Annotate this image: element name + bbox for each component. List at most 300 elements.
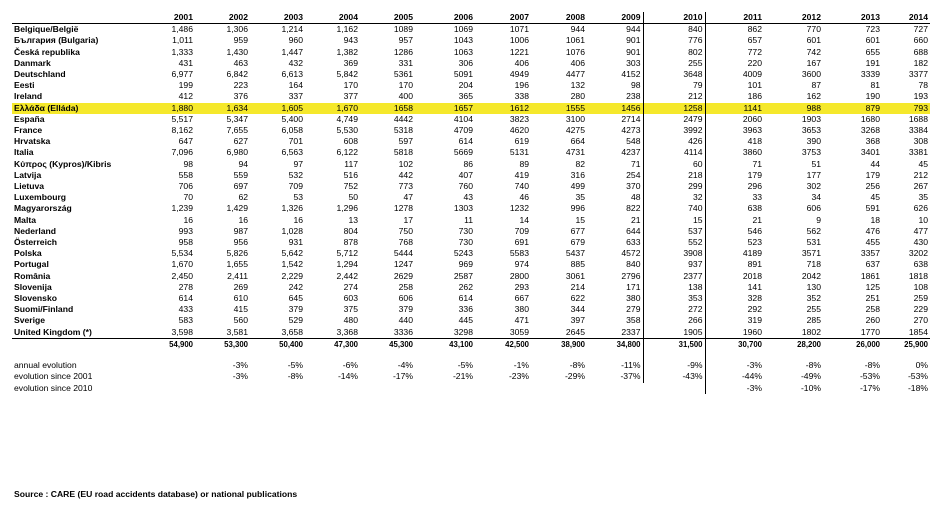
- value-cell: 1089: [393, 24, 413, 35]
- value-cell: 1,382: [336, 46, 358, 57]
- value-cell: 548: [587, 136, 643, 147]
- value-cell: 3381: [908, 147, 928, 158]
- value-cell: 1,333: [171, 46, 193, 57]
- value-cell: 6,613: [281, 69, 303, 80]
- table-row: [12, 226, 930, 237]
- value-cell: 179: [865, 169, 880, 180]
- value-cell: 292: [747, 304, 762, 315]
- table-row: [12, 136, 930, 147]
- value-cell: 4477: [565, 69, 585, 80]
- evolution-value: -18%: [907, 382, 928, 393]
- value-cell: 1,430: [226, 46, 248, 57]
- totals-label-cell: [12, 338, 140, 350]
- evolution-value: -3%: [232, 371, 248, 382]
- fatalities-table-sheet: [12, 12, 930, 394]
- value-cell: 701: [288, 136, 303, 147]
- value-cell: 1770: [823, 327, 882, 339]
- table-row: [12, 215, 930, 226]
- value-cell: 98: [183, 158, 193, 169]
- value-cell: 480: [343, 315, 358, 326]
- value-cell: 426: [643, 136, 705, 147]
- evolution-value: -9%: [643, 360, 705, 371]
- value-cell: 296: [747, 181, 762, 192]
- country-name: Slovensko: [14, 293, 57, 304]
- value-cell: 45: [918, 158, 928, 169]
- value-cell: 523: [747, 237, 762, 248]
- table-row: [12, 203, 930, 214]
- value-cell: 336: [458, 304, 473, 315]
- value-cell: 5091: [453, 69, 473, 80]
- evolution-value: -43%: [643, 371, 705, 382]
- value-cell: 419: [514, 169, 529, 180]
- table-row: [12, 327, 930, 339]
- value-cell: 499: [570, 181, 585, 192]
- value-cell: 688: [913, 46, 928, 57]
- evolution-value: -1%: [513, 360, 529, 371]
- evolution-row: [12, 371, 930, 382]
- value-cell: 191: [865, 57, 880, 68]
- value-cell: 440: [398, 315, 413, 326]
- value-cell: 4949: [509, 69, 529, 80]
- value-cell: 750: [398, 225, 413, 236]
- value-cell: 4104: [453, 113, 473, 124]
- value-cell: 164: [288, 80, 303, 91]
- value-cell: 406: [570, 57, 585, 68]
- table-row: [12, 91, 930, 102]
- value-cell: 2587: [453, 270, 473, 281]
- value-cell: 94: [238, 158, 248, 169]
- value-cell: 171: [587, 282, 643, 293]
- value-cell: 2479: [643, 114, 705, 125]
- value-cell: 1555: [531, 103, 587, 114]
- total-cell: 47,300: [334, 339, 358, 349]
- value-cell: 1258: [643, 103, 705, 114]
- value-cell: 879: [823, 103, 882, 114]
- value-cell: 3202: [908, 248, 928, 259]
- value-cell: 537: [643, 226, 705, 237]
- table-body: [12, 24, 930, 394]
- value-cell: 377: [343, 91, 358, 102]
- value-cell: 3,658: [250, 327, 305, 339]
- value-cell: 353: [643, 293, 705, 304]
- value-cell: 4620: [509, 125, 529, 136]
- value-cell: 5437: [565, 248, 585, 259]
- value-cell: 5,530: [336, 125, 358, 136]
- value-cell: 255: [643, 58, 705, 69]
- value-cell: 5243: [453, 248, 473, 259]
- value-cell: 601: [865, 35, 880, 46]
- value-cell: 1456: [587, 103, 643, 114]
- evolution-value: [305, 383, 360, 394]
- table-row: [12, 271, 930, 282]
- year-header-2012: 2012: [764, 12, 823, 24]
- total-cell: 34,800: [587, 338, 643, 350]
- evolution-value: -8%: [864, 360, 880, 371]
- value-cell: 368: [865, 136, 880, 147]
- value-cell: 1071: [509, 24, 529, 35]
- total-cell: 30,700: [738, 339, 762, 349]
- value-cell: 7,096: [171, 147, 193, 158]
- value-cell: 167: [806, 57, 821, 68]
- country-name: Česká republika: [14, 46, 80, 57]
- table-row: [12, 103, 930, 114]
- value-cell: 943: [343, 35, 358, 46]
- value-cell: 937: [643, 259, 705, 270]
- value-cell: 5444: [393, 248, 413, 259]
- value-cell: 442: [398, 169, 413, 180]
- value-cell: 125: [865, 281, 880, 292]
- value-cell: 959: [233, 35, 248, 46]
- value-cell: 267: [913, 181, 928, 192]
- value-cell: 4731: [565, 147, 585, 158]
- value-cell: 730: [458, 237, 473, 248]
- value-cell: 433: [178, 304, 193, 315]
- value-cell: 1043: [453, 35, 473, 46]
- country-name: Polska: [14, 248, 42, 259]
- value-cell: 691: [514, 237, 529, 248]
- value-cell: 559: [233, 169, 248, 180]
- value-cell: 337: [288, 91, 303, 102]
- country-name: France: [14, 125, 43, 136]
- value-cell: 840: [587, 259, 643, 270]
- evolution-value: -14%: [337, 371, 358, 382]
- country-name: Österreich: [14, 237, 57, 248]
- value-cell: 1854: [882, 327, 930, 339]
- value-cell: 179: [747, 169, 762, 180]
- value-cell: 793: [882, 103, 930, 114]
- value-cell: 742: [806, 46, 821, 57]
- value-cell: 944: [587, 24, 643, 36]
- table-row: [12, 35, 930, 46]
- value-cell: 969: [458, 259, 473, 270]
- value-cell: 1,542: [281, 259, 303, 270]
- value-cell: 996: [570, 203, 585, 214]
- country-name: Italia: [14, 147, 34, 158]
- country-name: Ελλάδα (Elláda): [12, 103, 140, 114]
- value-cell: 3992: [643, 125, 705, 136]
- value-cell: 223: [233, 80, 248, 91]
- total-cell: 28,200: [797, 339, 821, 349]
- value-cell: 5669: [453, 147, 473, 158]
- value-cell: 885: [570, 259, 585, 270]
- value-cell: 369: [343, 57, 358, 68]
- value-cell: 455: [865, 237, 880, 248]
- value-cell: 15: [643, 215, 705, 226]
- value-cell: 81: [870, 80, 880, 91]
- evolution-value: -5%: [457, 360, 473, 371]
- value-cell: 647: [178, 136, 193, 147]
- evolution-label: evolution since 2001: [14, 371, 93, 382]
- value-cell: 9: [816, 214, 821, 225]
- value-cell: 627: [233, 136, 248, 147]
- value-cell: 6,977: [171, 69, 193, 80]
- value-cell: 254: [587, 170, 643, 181]
- evolution-value: -8%: [569, 360, 585, 371]
- value-cell: 637: [865, 259, 880, 270]
- total-cell: 43,100: [449, 339, 473, 349]
- value-cell: 2,411: [227, 270, 248, 281]
- value-cell: 415: [233, 304, 248, 315]
- value-cell: 407: [458, 169, 473, 180]
- value-cell: 302: [806, 181, 821, 192]
- value-cell: 270: [913, 315, 928, 326]
- value-cell: 3357: [860, 248, 880, 259]
- value-cell: 16: [183, 214, 193, 225]
- value-cell: 1069: [453, 24, 473, 35]
- value-cell: 891: [747, 259, 762, 270]
- evolution-value: [587, 383, 643, 394]
- value-cell: 1,326: [281, 203, 303, 214]
- value-cell: 740: [643, 203, 705, 214]
- value-cell: 2377: [643, 271, 705, 282]
- totals-row: [12, 338, 930, 350]
- year-header-row: [12, 12, 930, 24]
- value-cell: 101: [747, 80, 762, 91]
- value-cell: 552: [643, 237, 705, 248]
- total-cell: 54,900: [169, 339, 193, 349]
- value-cell: 1063: [453, 46, 473, 57]
- evolution-value: -11%: [587, 360, 643, 371]
- value-cell: 1,294: [336, 259, 358, 270]
- value-cell: 3,581: [195, 327, 250, 339]
- country-name: Danmark: [14, 57, 51, 68]
- value-cell: 78: [918, 80, 928, 91]
- value-cell: 610: [233, 293, 248, 304]
- value-cell: 44: [870, 158, 880, 169]
- value-cell: 2018: [742, 270, 762, 281]
- value-cell: 6,842: [226, 69, 248, 80]
- value-cell: 3823: [509, 113, 529, 124]
- table-row: [12, 170, 930, 181]
- value-cell: 477: [913, 225, 928, 236]
- value-cell: 299: [643, 181, 705, 192]
- value-cell: 3377: [908, 69, 928, 80]
- value-cell: 13: [348, 214, 358, 225]
- country-name: România: [14, 270, 51, 281]
- value-cell: 6,122: [336, 147, 358, 158]
- value-cell: 532: [288, 169, 303, 180]
- value-cell: 822: [587, 203, 643, 214]
- value-cell: 770: [806, 24, 821, 35]
- value-cell: 380: [587, 293, 643, 304]
- table-row: [12, 69, 930, 80]
- value-cell: 4152: [587, 69, 643, 80]
- value-cell: 772: [747, 46, 762, 57]
- value-cell: 3571: [801, 248, 821, 259]
- value-cell: 1,028: [281, 225, 303, 236]
- value-cell: 376: [233, 91, 248, 102]
- evolution-value: -10%: [800, 382, 821, 393]
- country-name: Belgique/België: [14, 24, 79, 35]
- value-cell: 931: [288, 237, 303, 248]
- value-cell: 560: [233, 315, 248, 326]
- table-row: [12, 147, 930, 158]
- value-cell: 1,447: [281, 46, 303, 57]
- value-cell: 1688: [908, 113, 928, 124]
- value-cell: 1657: [415, 103, 475, 114]
- value-cell: 706: [178, 181, 193, 192]
- value-cell: 5,826: [226, 248, 248, 259]
- value-cell: 352: [806, 293, 821, 304]
- value-cell: 430: [913, 237, 928, 248]
- value-cell: 260: [865, 315, 880, 326]
- value-cell: 1061: [565, 35, 585, 46]
- value-cell: 4442: [393, 113, 413, 124]
- total-cell: 31,500: [643, 338, 705, 350]
- value-cell: 35: [575, 192, 585, 203]
- value-cell: 86: [463, 158, 473, 169]
- value-cell: 6,980: [226, 147, 248, 158]
- value-cell: 280: [570, 91, 585, 102]
- value-cell: 622: [570, 293, 585, 304]
- value-cell: 614: [458, 136, 473, 147]
- evolution-value: -21%: [452, 371, 473, 382]
- value-cell: 390: [806, 136, 821, 147]
- value-cell: 802: [643, 47, 705, 58]
- value-cell: 2645: [531, 327, 587, 339]
- value-cell: 331: [398, 57, 413, 68]
- value-cell: 1247: [393, 259, 413, 270]
- value-cell: 132: [570, 80, 585, 91]
- year-header-2008: 2008: [531, 12, 587, 24]
- evolution-row: [12, 360, 930, 371]
- value-cell: 1,486: [171, 24, 193, 35]
- country-name: Latvija: [14, 169, 42, 180]
- value-cell: 667: [514, 293, 529, 304]
- evolution-value: -3%: [746, 382, 762, 393]
- value-cell: 47: [403, 192, 413, 203]
- value-cell: 6,563: [281, 147, 303, 158]
- value-cell: 62: [238, 192, 248, 203]
- value-cell: 601: [806, 35, 821, 46]
- table-row: [12, 159, 930, 170]
- value-cell: 79: [643, 80, 705, 91]
- table-row: [12, 58, 930, 69]
- value-cell: 1,605: [250, 103, 305, 114]
- value-cell: 603: [343, 293, 358, 304]
- table-row: [12, 248, 930, 259]
- evolution-value: [475, 383, 531, 394]
- value-cell: 1960: [705, 327, 764, 339]
- value-cell: 365: [458, 91, 473, 102]
- value-cell: 1802: [764, 327, 823, 339]
- value-cell: 15: [575, 214, 585, 225]
- value-cell: 98: [587, 80, 643, 91]
- value-cell: 2337: [587, 327, 643, 339]
- value-cell: 5318: [393, 125, 413, 136]
- value-cell: 804: [343, 225, 358, 236]
- value-cell: 633: [587, 237, 643, 248]
- value-cell: 1,670: [171, 259, 193, 270]
- value-cell: 4275: [565, 125, 585, 136]
- value-cell: 220: [747, 57, 762, 68]
- value-cell: 117: [344, 158, 358, 169]
- value-cell: 2796: [587, 271, 643, 282]
- value-cell: 727: [913, 24, 928, 35]
- year-header-2013: 2013: [823, 12, 882, 24]
- value-cell: 476: [865, 225, 880, 236]
- evolution-value: [140, 383, 195, 394]
- country-name: Luxembourg: [14, 192, 67, 203]
- value-cell: 102: [398, 158, 413, 169]
- value-cell: 3061: [565, 270, 585, 281]
- value-cell: 238: [587, 91, 643, 102]
- evolution-value: -37%: [587, 371, 643, 382]
- evolution-value: [140, 360, 195, 371]
- value-cell: 43: [463, 192, 473, 203]
- value-cell: 626: [913, 203, 928, 214]
- value-cell: 21: [752, 214, 762, 225]
- country-name: България (Bulgaria): [14, 35, 99, 46]
- evolution-value: [360, 383, 415, 394]
- country-name: Slovenija: [14, 281, 52, 292]
- value-cell: 516: [343, 169, 358, 180]
- value-cell: 614: [458, 293, 473, 304]
- value-cell: 3268: [860, 125, 880, 136]
- value-cell: 5,534: [171, 248, 193, 259]
- value-cell: 956: [233, 237, 248, 248]
- country-name: Hrvatska: [14, 136, 51, 147]
- value-cell: 760: [458, 181, 473, 192]
- value-cell: 546: [747, 225, 762, 236]
- value-cell: 262: [458, 281, 473, 292]
- value-cell: 60: [643, 159, 705, 170]
- value-cell: 773: [398, 181, 413, 192]
- value-cell: 5,347: [226, 113, 248, 124]
- value-cell: 1680: [860, 113, 880, 124]
- value-cell: 50: [348, 192, 358, 203]
- fatalities-table: [12, 12, 930, 394]
- value-cell: 379: [288, 304, 303, 315]
- total-cell: 42,500: [505, 339, 529, 349]
- year-header-2010: 2010: [643, 12, 705, 24]
- value-cell: 1903: [801, 113, 821, 124]
- value-cell: 608: [343, 136, 358, 147]
- value-cell: 768: [398, 237, 413, 248]
- value-cell: 1818: [908, 270, 928, 281]
- value-cell: 190: [865, 91, 880, 102]
- value-cell: 958: [178, 237, 193, 248]
- value-cell: 35: [918, 192, 928, 203]
- value-cell: 5,842: [336, 69, 358, 80]
- value-cell: 3860: [742, 147, 762, 158]
- table-row: [12, 304, 930, 315]
- total-cell: 45,300: [389, 339, 413, 349]
- table-row: [12, 181, 930, 192]
- value-cell: 266: [643, 315, 705, 326]
- value-cell: 71: [587, 159, 643, 170]
- year-header-2001: 2001: [140, 12, 195, 24]
- value-cell: 285: [806, 315, 821, 326]
- value-cell: 558: [178, 169, 193, 180]
- corner-cell: [12, 12, 140, 24]
- evolution-value: -8%: [805, 360, 821, 371]
- value-cell: 10: [918, 214, 928, 225]
- evolution-label: evolution since 2010: [14, 382, 93, 393]
- value-cell: 1303: [453, 203, 473, 214]
- value-cell: 3100: [565, 113, 585, 124]
- value-cell: 2,450: [171, 270, 193, 281]
- value-cell: 46: [519, 192, 529, 203]
- value-cell: 4009: [742, 69, 762, 80]
- value-cell: 4237: [587, 147, 643, 158]
- value-cell: 3339: [860, 69, 880, 80]
- year-header-2014: 2014: [882, 12, 930, 24]
- value-cell: 740: [514, 181, 529, 192]
- value-cell: 138: [643, 282, 705, 293]
- value-cell: 3384: [908, 125, 928, 136]
- value-cell: 70: [183, 192, 193, 203]
